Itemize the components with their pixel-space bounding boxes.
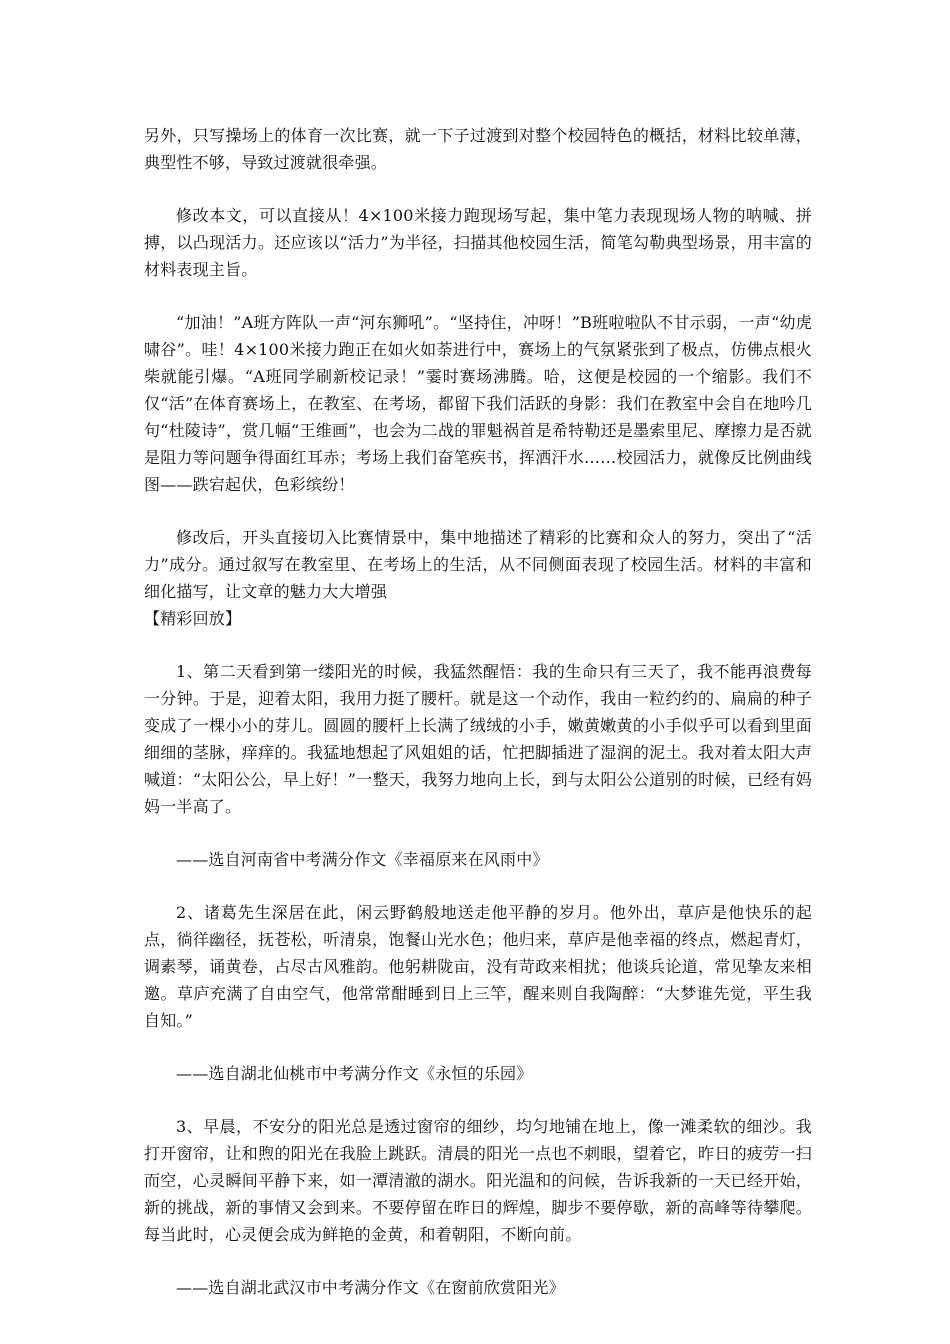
document-page <box>144 122 812 1301</box>
excerpt-3: 3、早晨，不安分的阳光总是透过窗帘的细纱，均匀地铺在地上，像一滩柔软的细沙。我打开窗帘，让和煦的阳光在我脸上跳跃。清晨的阳光一点也不刺眼，望着它，昨日的疲劳一扫而空，心灵瞬间平静下来，如一潭清澈的湖水。阳光温和的问候，告诉我新的一天已经开始，新的挑战，新的事情又会到来。不要停留在昨日的辉煌，脚步不要停歇，新的高峰等待攀爬。每当此时，心灵便会成为鲜艳的金黄，和着朝阳，不断向前。 <box>144 1117 812 1244</box>
spacer <box>144 1034 812 1060</box>
spacer <box>144 176 812 202</box>
paragraph-revised-text: “加油！”A班方阵队一声“河东狮吼”。“坚持住，冲呀！”B班啦啦队不甘示弱，一声“幼虎啸谷”。哇！4×100米接力跑正在如火如荼进行中，赛场上的气氛紧张到了极点，仿佛点根火柴就能引爆。“A班同学刷新校记录！”霎时赛场沸腾。哈，这便是校园的一个缩影。我们不仅“活”在体育赛场上，在教室、在考场，都留下我们活跃的身影：我们在教室中会自在地吟几句“杜陵诗”，赏几幅“王维画”，也会为二战的罪魁祸首是希特勒还是墨索里尼、摩擦力是否就是阻力等问题争得面红耳赤；考场上我们奋笔疾书，挥洒汗水……校园活力，就像反比例曲线图——跌宕起伏，色彩缤纷！ <box>144 313 812 494</box>
excerpt-1-source: ——选自河南省中考满分作文《幸福原来在风雨中》 <box>176 850 549 869</box>
excerpt-3-source: ——选自湖北武汉市中考满分作文《在窗前欣赏阳光》 <box>176 1278 565 1297</box>
paragraph-revision-advice: 修改本文，可以直接从！4×100米接力跑现场写起，集中笔力表现现场人物的呐喊、拼搏，以凸现活力。还应该以“活力”为半径，扫描其他校园生活，简笔勾勒典型场景，用丰富的材料表现主旨。 <box>144 206 812 279</box>
spacer <box>144 873 812 899</box>
spacer <box>144 283 812 309</box>
excerpt-1: 1、第二天看到第一缕阳光的时候，我猛然醒悟：我的生命只有三天了，我不能再浪费每一分钟。于是，迎着太阳，我用力挺了腰杆。就是这一个动作，我由一粒约约的、扁扁的种子变成了一棵小小的芽儿。圆圆的腰杆上长满了绒绒的小手，嫩黄嫩黄的小手似乎可以看到里面细细的茎脉，痒痒的。我猛地想起了风姐姐的话，忙把脚插进了湿润的泥土。我对着太阳大声喊道：“太阳公公，早上好！”一整天，我努力地向上长，到与太阳公公道别的时候，已经有妈妈一半高了。 <box>144 662 812 816</box>
excerpt-2-source: ——选自湖北仙桃市中考满分作文《永恒的乐园》 <box>176 1064 533 1083</box>
paragraph-revision-comment: 修改后，开头直接切入比赛情景中，集中地描述了精彩的比赛和众人的努力，突出了“活力”成分。通过叙写在教室里、在考场上的生活，从不同侧面表现了校园生活。材料的丰富和细化描写，让文章的魅力大大增强 <box>144 528 812 601</box>
spacer <box>144 498 812 524</box>
excerpt-2: 2、诸葛先生深居在此，闲云野鹤般地送走他平静的岁月。他外出，草庐是他快乐的起点，徜徉幽径，抚苍松，听清泉，饱餐山光水色；他归来，草庐是他幸福的终点，燃起青灯，调素琴，诵黄卷，占尽古风雅韵。他躬耕陇亩，没有苛政来相扰；他谈兵论道，常见挚友来相邀。草庐充满了自由空气，他常常酣睡到日上三竿，醒来则自我陶醉：“大梦谁先觉，平生我自知。” <box>144 903 812 1030</box>
spacer <box>144 632 812 658</box>
spacer <box>144 820 812 846</box>
section-heading: 【精彩回放】 <box>144 609 242 628</box>
paragraph-intro-critique: 另外，只写操场上的体育一次比赛，就一下子过渡到对整个校园特色的概括，材料比较单薄，典型性不够，导致过渡就很牵强。 <box>144 126 812 172</box>
spacer <box>144 1087 812 1113</box>
spacer <box>144 1248 812 1274</box>
